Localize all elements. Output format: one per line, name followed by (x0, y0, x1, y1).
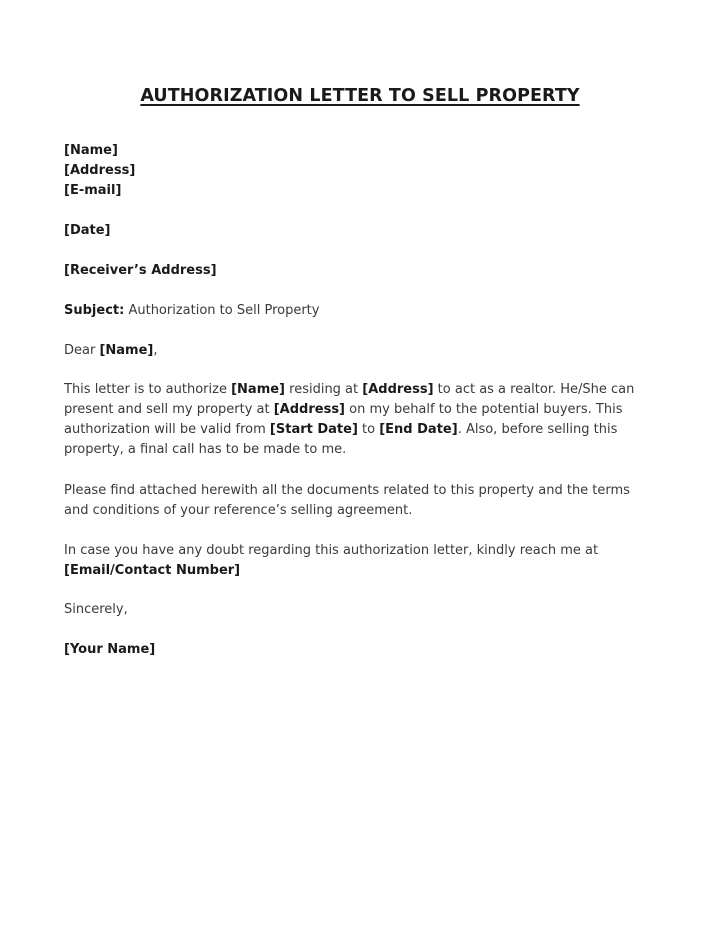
subject-text: Authorization to Sell Property (124, 303, 320, 318)
body-paragraph-3: In case you have any doubt regarding this authorization letter, kindly reach me at [Email/Contact Number] (64, 541, 664, 581)
receiver-block (64, 261, 664, 281)
signature-name: [Your Name] (64, 642, 156, 657)
sender-name: [Name] (64, 143, 118, 158)
closing: Sincerely, (64, 602, 128, 617)
receiver-address: [Receiver’s Address] (64, 263, 217, 278)
salutation: Dear [Name], (64, 343, 158, 358)
subject-label: Subject: (64, 303, 125, 318)
body-paragraph-2: Please find attached herewith all the documents related to this property and the terms and conditions of your reference’s selling agreement. (64, 483, 630, 518)
contact-placeholder: [Email/Contact Number] (64, 563, 241, 578)
subject-line (64, 301, 664, 321)
signature (64, 640, 664, 660)
letter-title: AUTHORIZATION LETTER TO SELL PROPERTY (140, 86, 580, 106)
sender-email: [E-mail] (64, 183, 122, 198)
sender-block (64, 141, 664, 201)
salutation-name: [Name] (99, 343, 154, 358)
sender-address: [Address] (64, 163, 136, 178)
body-paragraph-1: This letter is to authorize [Name] residing at [Address] to act as a realtor. He/She can present and sell my property at [Address] on my behalf to the potential buyers. This authorization will be valid from [Start Date] to [End Date]. Also, before selling this property, a final call has to be made to me. (64, 382, 635, 457)
date-block (64, 221, 664, 241)
letter-date: [Date] (64, 223, 111, 238)
